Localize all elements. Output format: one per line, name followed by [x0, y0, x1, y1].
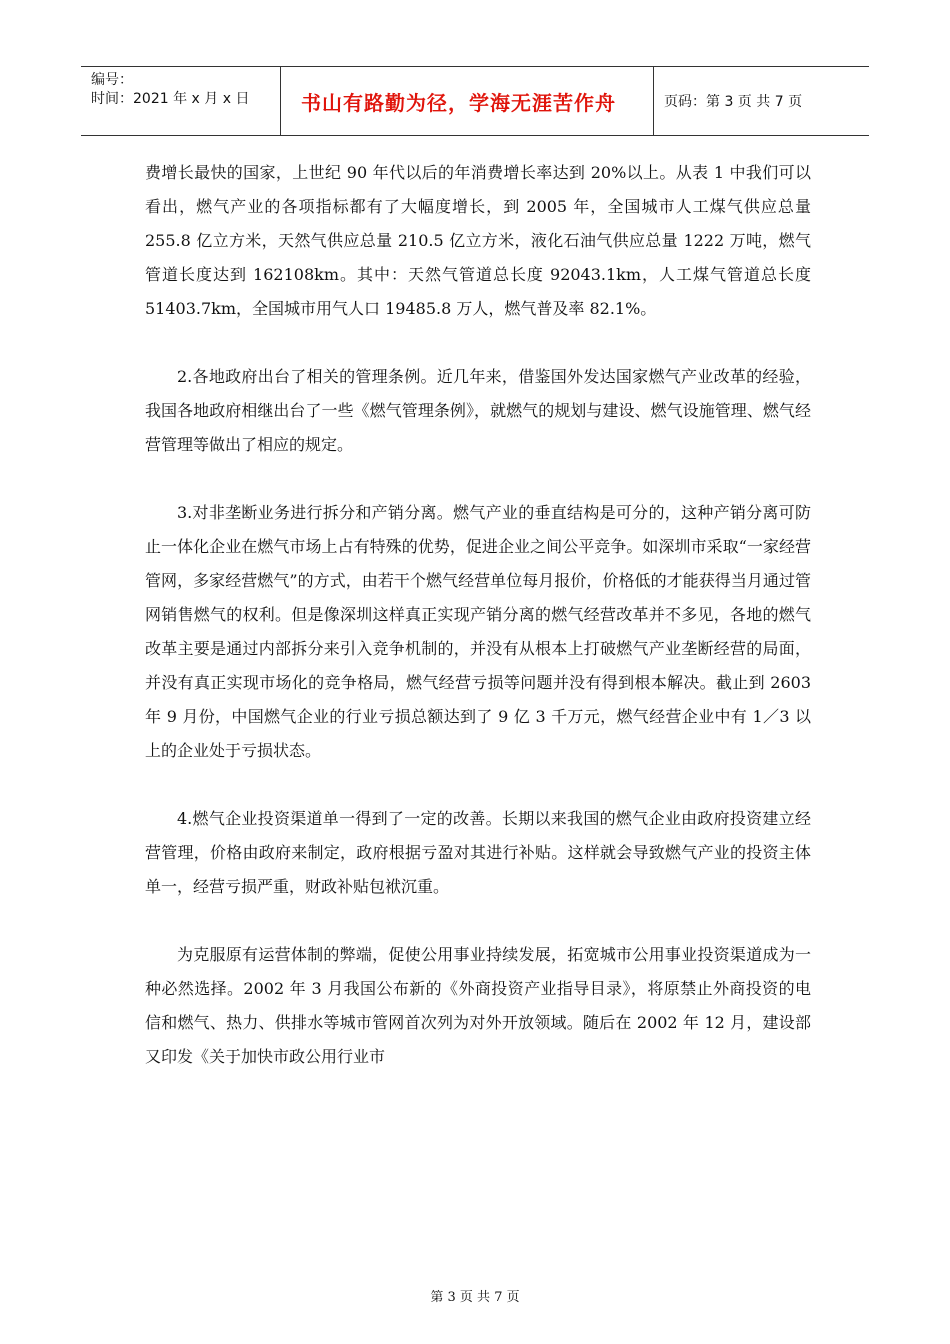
paragraph-2: 2.各地政府出台了相关的管理条例。近几年来，借鉴国外发达国家燃气产业改革的经验，我国各地政府相继出台了一些《燃气管理条例》，就燃气的规划与建设、燃气设施管理、燃气经营管理等做出了相应的规定。	[145, 367, 811, 454]
header-time-label: 时间：2021 年 x 月 x 日	[91, 91, 250, 107]
header-motto: 书山有路勤为径，学海无涯苦作舟	[281, 67, 654, 135]
page-footer: 第 3 页 共 7 页	[430, 1290, 520, 1305]
header-number-label: 编号：	[91, 72, 133, 88]
paragraph-4: 4.燃气企业投资渠道单一得到了一定的改善。长期以来我国的燃气企业由政府投资建立经营管理，价格由政府来制定，政府根据亏盈对其进行补贴。这样就会导致燃气产业的投资主体单一，经营亏损严重，财政补贴包袱沉重。	[145, 809, 811, 896]
paragraph-5: 为克服原有运营体制的弊端，促使公用事业持续发展，拓宽城市公用事业投资渠道成为一种必然选择。2002 年 3 月我国公布新的《外商投资产业指导目录》，将原禁止外商投资的电信和燃气、热力、供排水等城市管网首次列为对外开放领域。随后在 2002 年 12 月，建设部又印发《关于加快市政公用行业市	[145, 945, 811, 1066]
paragraph-3: 3.对非垄断业务进行拆分和产销分离。燃气产业的垂直结构是可分的，这种产销分离可防止一体化企业在燃气市场上占有特殊的优势，促进企业之间公平竞争。如深圳市采取“一家经营管网，多家经营燃气”的方式，由若干个燃气经营单位每月报价，价格低的才能获得当月通过管网销售燃气的权利。但是像深圳这样真正实现产销分离的燃气经营改革并不多见，各地的燃气改革主要是通过内部拆分来引入竞争机制的，并没有从根本上打破燃气产业垄断经营的局面，并没有真正实现市场化的竞争格局，燃气经营亏损等问题并没有得到根本解决。截止到 2603 年 9 月份，中国燃气企业的行业亏损总额达到了 9 亿 3 千万元，燃气经营企业中有 1／3 以上的企业处于亏损状态。	[145, 503, 811, 760]
header-meta	[81, 67, 281, 135]
document-body	[145, 156, 811, 1074]
page-header	[81, 66, 869, 136]
paragraph-1: 费增长最快的国家，上世纪 90 年代以后的年消费增长率达到 20%以上。从表 1 中我们可以看出，燃气产业的各项指标都有了大幅度增长，到 2005 年，全国城市人工煤气供应总量 255.8 亿立方米，天然气供应总量 210.5 亿立方米，液化石油气供应总量 1222 万吨，燃气管道长度达到 162108km。其中：天然气管道总长度 92043.1km，人工煤气管道总长度 51403.7km，全国城市用气人口 19485.8 万人，燃气普及率 82.1%。	[145, 163, 811, 318]
header-page-info: 页码：第 3 页 共 7 页	[664, 94, 803, 110]
